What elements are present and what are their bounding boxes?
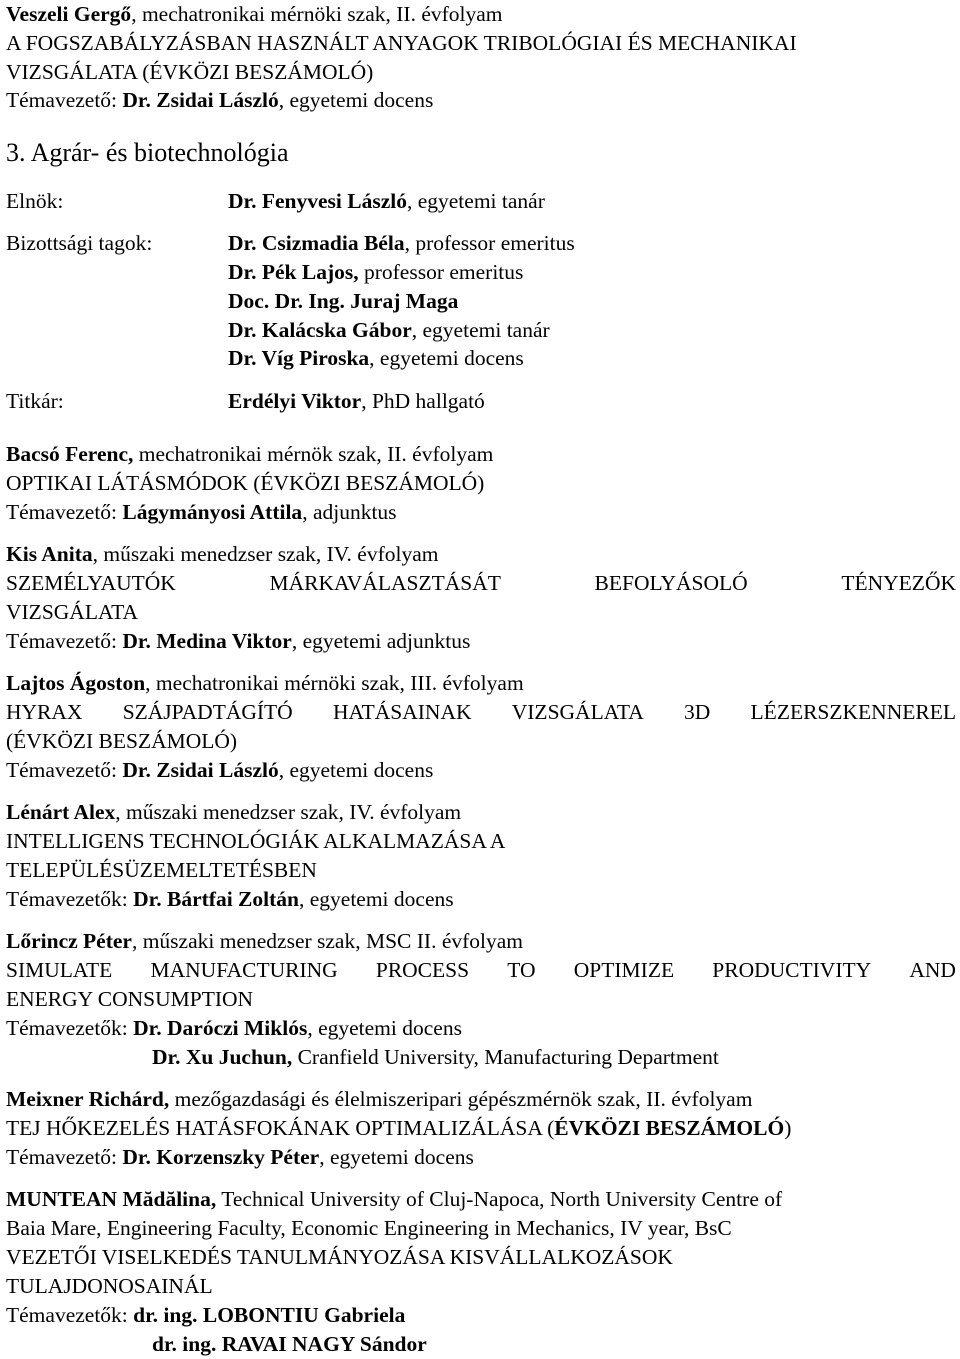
member-name: Dr. Kalácska Gábor xyxy=(228,318,412,342)
supervisor-label: Témavezetők: xyxy=(6,1303,134,1327)
thesis-title-line: OPTIKAI LÁTÁSMÓDOK (ÉVKÖZI BESZÁMOLÓ) xyxy=(6,471,485,495)
supervisor-position: , egyetemi docens xyxy=(319,1145,474,1169)
supervisor-name: Dr. Korzenszky Péter xyxy=(122,1145,320,1169)
supervisor-position: , egyetemi docens xyxy=(278,88,434,112)
supervisor-line xyxy=(6,86,433,115)
supervisor-name: Lágymányosi Attila xyxy=(122,500,303,524)
title-word: SZEMÉLYAUTÓK xyxy=(6,571,176,595)
student-name: Bacsó Ferenc, xyxy=(6,442,134,466)
supervisor-name: dr. ing. RAVAI NAGY Sándor xyxy=(152,1332,427,1356)
supervisor-line xyxy=(6,1301,405,1330)
supervisor-line xyxy=(6,627,470,656)
supervisor-name: Dr. Bártfai Zoltán xyxy=(133,887,299,911)
student-program: mechatronikai mérnök szak, II. évfolyam xyxy=(133,442,494,466)
thesis-title-line: (ÉVKÖZI BESZÁMOLÓ) xyxy=(6,729,238,753)
student-line xyxy=(6,1185,782,1214)
student-program: , mechatronikai mérnöki szak, III. évfolyam xyxy=(145,671,524,695)
title-word: LÉZERSZKENNEREL xyxy=(750,700,956,724)
supervisor-name: Dr. Xu Juchun, xyxy=(152,1045,293,1069)
student-program-line: Baia Mare, Engineering Faculty, Economic Engineering in Mechanics, IV year, BsC xyxy=(6,1216,732,1240)
chair-line xyxy=(228,187,545,216)
member-name: Dr. Víg Piroska xyxy=(228,346,370,370)
secretary-name: Erdélyi Viktor xyxy=(228,389,362,413)
member-position: professor emeritus xyxy=(358,260,524,284)
secretary-position: , PhD hallgató xyxy=(361,389,485,413)
student-name: Veszeli Gergő xyxy=(6,2,132,26)
thesis-title-line xyxy=(6,1114,791,1143)
member-position: , professor emeritus xyxy=(404,231,575,255)
student-line xyxy=(6,440,493,469)
title-word: TÉNYEZŐK xyxy=(841,571,956,595)
thesis-title-line: VIZSGÁLATA xyxy=(6,600,139,624)
title-word: HATÁSAINAK xyxy=(332,700,472,724)
student-line xyxy=(6,798,461,827)
supervisor-name: Dr. Daróczi Miklós xyxy=(133,1016,308,1040)
member-name: Dr. Pék Lajos, xyxy=(228,260,359,284)
thesis-title-line xyxy=(6,698,956,727)
supervisor-line xyxy=(6,885,454,914)
member-line xyxy=(228,258,523,287)
title-word: HYRAX xyxy=(6,700,83,724)
title-word: SIMULATE xyxy=(6,958,113,982)
supervisor-position: , egyetemi docens xyxy=(298,887,454,911)
thesis-title-line: A FOGSZABÁLYZÁSBAN HASZNÁLT ANYAGOK TRIBOLÓGIAI ÉS MECHANIKAI xyxy=(6,31,797,55)
supervisor-label: Témavezető: xyxy=(6,758,123,782)
member-line xyxy=(228,344,524,373)
student-name: Meixner Richárd, xyxy=(6,1087,170,1111)
title-word: PROCESS xyxy=(375,958,470,982)
secretary-line xyxy=(228,387,485,416)
title-word: AND xyxy=(909,958,956,982)
title-word: BEFOLYÁSOLÓ xyxy=(594,571,748,595)
member-name: Dr. Csizmadia Béla xyxy=(228,231,405,255)
supervisor-position: , egyetemi adjunktus xyxy=(291,629,471,653)
section-heading: 3. Agrár- és biotechnológia xyxy=(6,138,289,167)
thesis-title-line: ENERGY CONSUMPTION xyxy=(6,987,254,1011)
supervisor-name: Dr. Zsidai László xyxy=(122,88,279,112)
member-line xyxy=(228,229,575,258)
thesis-title-line: TELEPÜLÉSÜZEMELTETÉSBEN xyxy=(6,858,317,882)
student-line xyxy=(6,669,524,698)
member-position: , egyetemi docens xyxy=(369,346,524,370)
student-program: Technical University of Cluj-Napoca, North University Centre of xyxy=(216,1187,783,1211)
title-word: SZÁJPADTÁGÍTÓ xyxy=(122,700,293,724)
supervisor-position: , egyetemi docens xyxy=(307,1016,462,1040)
student-line xyxy=(6,0,503,29)
thesis-title-line: VEZETŐI VISELKEDÉS TANULMÁNYOZÁSA KISVÁLLALKOZÁSOK xyxy=(6,1245,673,1269)
student-program: , műszaki menedzser szak, IV. évfolyam xyxy=(115,800,462,824)
title-part: ) xyxy=(784,1116,792,1140)
student-line xyxy=(6,927,523,956)
thesis-title-line: INTELLIGENS TECHNOLÓGIÁK ALKALMAZÁSA A xyxy=(6,829,506,853)
member-name: Doc. Dr. Ing. Juraj Maga xyxy=(228,289,459,313)
supervisor-label: Témavezető: xyxy=(6,629,123,653)
student-name: Lajtos Ágoston xyxy=(6,671,146,695)
supervisor-line xyxy=(6,756,433,785)
title-word: OPTIMIZE xyxy=(573,958,675,982)
title-word: MÁRKAVÁLASZTÁSÁT xyxy=(269,571,501,595)
title-word: 3D xyxy=(684,700,711,724)
thesis-title-line xyxy=(6,569,956,598)
thesis-title-line xyxy=(6,956,956,985)
member-position: , egyetemi tanár xyxy=(411,318,550,342)
student-name: Lénárt Alex xyxy=(6,800,116,824)
chair-name: Dr. Fenyvesi László xyxy=(228,189,407,213)
members-label: Bizottsági tagok: xyxy=(6,231,153,255)
title-word: MANUFACTURING xyxy=(150,958,338,982)
supervisor-name: Dr. Zsidai László xyxy=(122,758,279,782)
title-word: VIZSGÁLATA xyxy=(511,700,644,724)
chair-label: Elnök: xyxy=(6,189,64,213)
supervisor-label: Témavezetők: xyxy=(6,887,134,911)
student-program: , mechatronikai mérnöki szak, II. évfolyam xyxy=(131,2,503,26)
student-program: , műszaki menedzser szak, IV. évfolyam xyxy=(92,542,439,566)
supervisor-position: , egyetemi docens xyxy=(278,758,434,782)
title-word: TO xyxy=(507,958,536,982)
student-name: Lőrincz Péter xyxy=(6,929,132,953)
supervisor-line xyxy=(6,1143,474,1172)
student-program: , műszaki menedzser szak, MSC II. évfolyam xyxy=(131,929,524,953)
supervisor-name: dr. ing. LOBONTIU Gabriela xyxy=(133,1303,406,1327)
supervisor-label: Témavezető: xyxy=(6,88,123,112)
supervisor-label: Témavezető: xyxy=(6,500,123,524)
secretary-label: Titkár: xyxy=(6,389,64,413)
student-line xyxy=(6,1085,752,1114)
title-word: PRODUCTIVITY xyxy=(712,958,872,982)
supervisor-line xyxy=(6,1014,462,1043)
student-name: MUNTEAN Mădălina, xyxy=(6,1187,217,1211)
supervisor-position: Cranfield University, Manufacturing Department xyxy=(292,1045,719,1069)
student-name: Kis Anita xyxy=(6,542,93,566)
supervisor-label: Témavezető: xyxy=(6,1145,123,1169)
supervisor-position: , adjunktus xyxy=(302,500,397,524)
member-line xyxy=(228,316,550,345)
student-program: mezőgazdasági és élelmiszeripari gépészmérnök szak, II. évfolyam xyxy=(169,1087,753,1111)
supervisor-label: Témavezetők: xyxy=(6,1016,134,1040)
chair-position: , egyetemi tanár xyxy=(406,189,545,213)
member-line xyxy=(228,287,458,316)
supervisor-name: Dr. Medina Viktor xyxy=(122,629,292,653)
supervisor-line xyxy=(152,1330,427,1359)
thesis-title-line: TULAJDONOSAINÁL xyxy=(6,1274,213,1298)
supervisor-line xyxy=(152,1043,719,1072)
thesis-title-line: VIZSGÁLATA (ÉVKÖZI BESZÁMOLÓ) xyxy=(6,60,374,84)
supervisor-line xyxy=(6,498,397,527)
student-line xyxy=(6,540,439,569)
title-part: ÉVKÖZI BESZÁMOLÓ xyxy=(554,1116,785,1140)
title-part: TEJ HŐKEZELÉS HATÁSFOKÁNAK OPTIMALIZÁLÁSA ( xyxy=(6,1116,555,1140)
